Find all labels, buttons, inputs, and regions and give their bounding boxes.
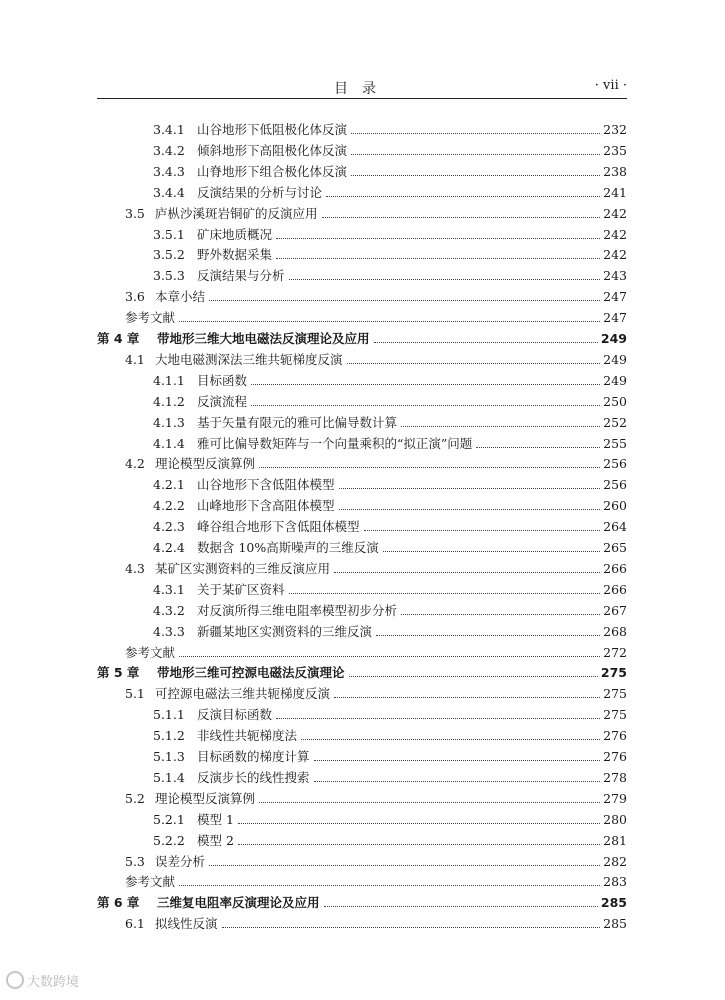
toc-subsection-entry	[153, 808, 627, 828]
toc-entry-number: 4.2	[125, 456, 145, 472]
toc-entry-number: 3.5.3	[153, 268, 185, 284]
toc-entry-page: 285	[603, 916, 627, 932]
toc-entry-page: 250	[603, 393, 627, 409]
toc-entry-number: 4.2.2	[153, 498, 185, 514]
toc-entry-page: 256	[603, 456, 627, 472]
dot-leader	[351, 154, 600, 155]
toc-entry-title: 山谷地形下含低阻体模型	[197, 477, 335, 493]
toc-subsection-entry	[153, 829, 627, 849]
toc-entry-number: 5.1.1	[153, 707, 185, 723]
toc-section-entry	[125, 452, 627, 472]
toc-entry-number: 4.3.1	[153, 581, 185, 597]
toc-entry-title: 反演结果与分析	[197, 268, 285, 284]
toc-entry-title: 参考文献	[125, 644, 176, 660]
toc-subsection-entry	[153, 620, 627, 640]
toc-entry-number: 4.2.3	[153, 519, 185, 535]
toc-subsection-entry	[153, 432, 627, 452]
toc-entry-number: 4.3.2	[153, 602, 185, 618]
toc-section-entry	[125, 682, 627, 702]
toc-subsection-entry	[153, 264, 627, 284]
toc-entry-number: 3.4.4	[153, 184, 185, 200]
toc-subsection-entry	[153, 599, 627, 619]
toc-entry-title: 带地形三维大地电磁法反演理论及应用	[157, 331, 370, 346]
dot-leader	[209, 865, 600, 866]
toc-section-entry	[125, 912, 627, 932]
toc-entry-number: 第 5 章	[97, 665, 140, 681]
toc-chapter-entry	[97, 327, 627, 347]
toc-section-entry	[125, 306, 627, 326]
dot-leader	[326, 196, 600, 197]
toc-entry-number: 4.3.3	[153, 623, 185, 639]
dot-leader	[347, 363, 601, 364]
toc-entry-page: 272	[603, 644, 627, 660]
toc-entry-number: 5.1.3	[153, 749, 185, 764]
toc-chapter-entry	[97, 891, 627, 911]
toc-entry-title: 三维复电阻率反演理论及应用	[157, 895, 320, 911]
toc-entry-title: 可控源电磁法三维共轭梯度反演	[155, 686, 331, 702]
toc-entry-number: 5.1.2	[153, 728, 185, 744]
toc-entry-title: 庐枞沙溪斑岩铜矿的反演应用	[155, 205, 318, 221]
toc-entry-page: 264	[603, 519, 627, 535]
dot-leader	[374, 342, 598, 343]
toc-section-entry	[125, 641, 627, 661]
toc-entry-page: 281	[603, 832, 627, 848]
toc-subsection-entry	[153, 411, 627, 431]
toc-entry-number: 3.5.1	[153, 226, 185, 242]
dot-leader	[339, 509, 601, 510]
toc-entry-page: 266	[603, 560, 627, 576]
toc-entry-number: 4.2.1	[153, 477, 185, 493]
toc-entry-title: 非线性共轭梯度法	[197, 728, 298, 744]
toc-entry-number: 4.2.4	[153, 540, 185, 555]
toc-entry-page: 260	[603, 498, 627, 514]
dot-leader	[376, 635, 600, 636]
toc-entry-page: 276	[603, 749, 627, 764]
toc-entry-title: 新疆某地区实测资料的三维反演	[197, 623, 373, 639]
toc-entry-number: 3.5	[125, 205, 145, 221]
page-number: · vii ·	[594, 78, 627, 93]
toc-entry-number: 第 4 章	[97, 331, 140, 346]
page-title: 目录	[334, 81, 390, 97]
watermark-logo-icon	[6, 971, 24, 989]
toc-section-entry	[125, 202, 627, 222]
dot-leader	[259, 467, 600, 468]
dot-leader	[476, 447, 600, 448]
toc-entry-number: 4.3	[125, 560, 145, 576]
dot-leader	[276, 238, 600, 239]
toc-entry-page: 252	[603, 414, 627, 430]
toc-entry-page: 275	[600, 665, 627, 681]
toc-entry-page: 255	[603, 435, 627, 451]
toc-entry-page: 247	[603, 289, 627, 305]
dot-leader	[351, 133, 600, 134]
toc-entry-title: 反演流程	[197, 393, 248, 409]
toc-subsection-entry	[153, 181, 627, 201]
watermark-text: 大数跨境	[27, 975, 80, 990]
toc-entry-page: 249	[603, 351, 627, 367]
toc-entry-title: 模型 1	[197, 811, 234, 827]
dot-leader	[179, 321, 600, 322]
watermark	[6, 971, 79, 990]
toc-entry-page: 285	[600, 895, 627, 911]
toc-entry-title: 山脊地形下组合极化体反演	[197, 163, 348, 179]
dot-leader	[349, 676, 598, 677]
dot-leader	[251, 384, 600, 385]
toc-entry-title: 参考文献	[125, 874, 176, 890]
toc-entry-title: 反演目标函数	[197, 707, 273, 723]
dot-leader	[276, 718, 600, 719]
toc-entry-number: 5.2.1	[153, 811, 185, 827]
toc-entry-title: 本章小结	[155, 289, 206, 305]
toc-subsection-entry	[153, 390, 627, 410]
toc-entry-page: 249	[603, 372, 627, 388]
dot-leader	[209, 300, 600, 301]
toc-subsection-entry	[153, 703, 627, 723]
toc-section-entry	[125, 870, 627, 890]
toc-subsection-entry	[153, 139, 627, 159]
toc-entry-number: 5.2	[125, 790, 145, 806]
dot-leader	[259, 802, 600, 803]
dot-leader	[401, 614, 600, 615]
toc-entry-number: 3.4.2	[153, 142, 185, 158]
toc-section-entry	[125, 850, 627, 870]
dot-leader	[334, 697, 600, 698]
toc-subsection-entry	[153, 243, 627, 263]
toc-entry-title: 矿床地质概况	[197, 226, 273, 242]
toc-entry-title: 倾斜地形下高阻极化体反演	[197, 142, 348, 158]
toc-entry-page: 247	[603, 310, 627, 326]
dot-leader	[322, 217, 601, 218]
toc-entry-page: 242	[603, 205, 627, 221]
toc-entry-title: 大地电磁测深法三维共轭梯度反演	[155, 351, 343, 367]
toc-subsection-entry	[153, 536, 627, 556]
dot-leader	[314, 781, 601, 782]
toc-entry-page: 249	[600, 331, 627, 346]
dot-leader	[334, 572, 600, 573]
dot-leader	[289, 593, 601, 594]
toc-entry-title: 野外数据采集	[197, 247, 273, 263]
dot-leader	[238, 844, 600, 845]
toc-entry-page: 280	[603, 811, 627, 827]
toc-entry-page: 283	[603, 874, 627, 890]
toc-entry-page: 266	[603, 581, 627, 597]
dot-leader	[179, 885, 600, 886]
toc-entry-page: 232	[603, 122, 627, 137]
toc-entry-number: 4.1.1	[153, 372, 185, 388]
toc-entry-number: 5.1.4	[153, 769, 185, 785]
toc-entry-title: 山峰地形下含高阻体模型	[197, 498, 335, 514]
toc-entry-title: 基于矢量有限元的雅可比偏导数计算	[197, 414, 398, 430]
toc-entry-page: 278	[603, 769, 627, 785]
toc-entry-title: 对反演所得三维电阻率模型初步分析	[197, 602, 398, 618]
toc-subsection-entry	[153, 223, 627, 243]
dot-leader	[251, 405, 600, 406]
toc-entry-page: 256	[603, 477, 627, 493]
toc-chapter-entry	[97, 661, 627, 681]
dot-leader	[276, 258, 600, 259]
toc-entry-title: 雅可比偏导数矩阵与一个向量乘积的“拟正演”问题	[197, 435, 473, 451]
toc-entry-page: 268	[603, 623, 627, 639]
toc-entry-page: 275	[603, 707, 627, 723]
toc-entry-number: 5.2.2	[153, 832, 185, 848]
page-header	[97, 76, 627, 99]
toc-entry-number: 4.1	[125, 351, 145, 367]
dot-leader	[238, 823, 600, 824]
dot-leader	[383, 551, 600, 552]
toc-entry-number: 6.1	[125, 916, 145, 932]
toc-section-entry	[125, 285, 627, 305]
toc-subsection-entry	[153, 160, 627, 180]
toc-subsection-entry	[153, 369, 627, 389]
toc-entry-title: 反演结果的分析与讨论	[197, 184, 323, 200]
dot-leader	[179, 656, 600, 657]
toc-entry-number: 4.1.4	[153, 435, 185, 451]
toc-section-entry	[125, 787, 627, 807]
toc-entry-title: 山谷地形下低阻极化体反演	[197, 122, 348, 137]
toc-entry-page: 276	[603, 728, 627, 744]
toc-subsection-entry	[153, 118, 627, 138]
toc-entry-page: 275	[603, 686, 627, 702]
toc-entry-page: 235	[603, 142, 627, 158]
toc-entry-title: 误差分析	[155, 853, 206, 869]
dot-leader	[301, 739, 600, 740]
dot-leader	[339, 488, 601, 489]
toc-entry-page: 238	[603, 163, 627, 179]
toc-entry-title: 参考文献	[125, 310, 176, 326]
toc-entry-number: 3.5.2	[153, 247, 185, 263]
toc-entry-number: 3.4.3	[153, 163, 185, 179]
toc-section-entry	[125, 557, 627, 577]
toc-subsection-entry	[153, 494, 627, 514]
toc-entry-title: 模型 2	[197, 832, 234, 848]
toc-subsection-entry	[153, 724, 627, 744]
dot-leader	[314, 760, 601, 761]
toc-subsection-entry	[153, 473, 627, 493]
toc-entry-page: 241	[603, 184, 627, 200]
toc-subsection-entry	[153, 578, 627, 598]
toc-entry-title: 数据含 10%高斯噪声的三维反演	[197, 540, 379, 555]
toc-entry-title: 理论模型反演算例	[155, 456, 256, 472]
toc-entry-page: 242	[603, 226, 627, 242]
dot-leader	[351, 175, 600, 176]
toc-entry-page: 279	[603, 790, 627, 806]
toc-entry-number: 4.1.2	[153, 393, 185, 409]
toc-entry-number: 4.1.3	[153, 414, 185, 430]
toc-entry-number: 5.3	[125, 853, 145, 869]
toc-entry-number: 3.4.1	[153, 122, 185, 137]
dot-leader	[289, 279, 601, 280]
toc-entry-page: 243	[603, 268, 627, 284]
toc-entry-page: 282	[603, 853, 627, 869]
toc-subsection-entry	[153, 745, 627, 765]
toc-entry-page: 265	[603, 540, 627, 555]
toc-entry-number: 5.1	[125, 686, 145, 702]
dot-leader	[222, 927, 601, 928]
toc-entry-title: 峰谷组合地形下含低阻体模型	[197, 519, 360, 535]
toc-entry-title: 某矿区实测资料的三维反演应用	[155, 560, 331, 576]
toc-entry-page: 267	[603, 602, 627, 618]
toc-entry-title: 目标函数的梯度计算	[197, 749, 310, 764]
toc-subsection-entry	[153, 766, 627, 786]
toc-entry-title: 理论模型反演算例	[155, 790, 256, 806]
dot-leader	[401, 426, 600, 427]
toc-entry-title: 反演步长的线性搜索	[197, 769, 310, 785]
dot-leader	[324, 906, 598, 907]
dot-leader	[364, 530, 601, 531]
toc-subsection-entry	[153, 515, 627, 535]
toc-entry-page: 242	[603, 247, 627, 263]
toc-entry-title: 关于某矿区资料	[197, 581, 285, 597]
toc-section-entry	[125, 348, 627, 368]
toc-entry-number: 3.6	[125, 289, 145, 305]
toc-entry-title: 拟线性反演	[155, 916, 218, 932]
toc-entry-number: 第 6 章	[97, 895, 140, 911]
toc-entry-title: 带地形三维可控源电磁法反演理论	[157, 665, 345, 681]
toc-entry-title: 目标函数	[197, 372, 248, 388]
